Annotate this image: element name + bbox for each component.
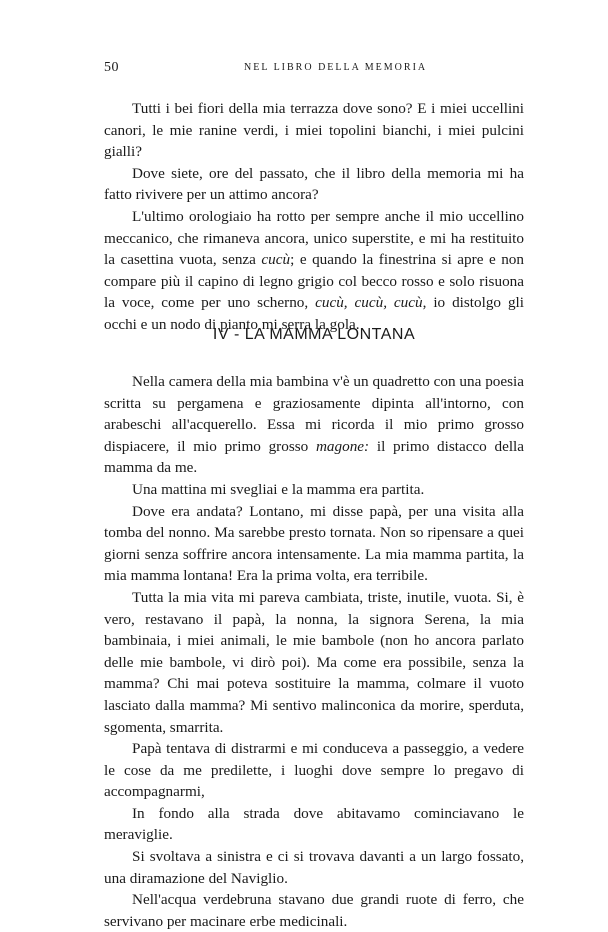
page-number: 50: [104, 60, 119, 75]
chapter-title: IV - LA MAMMA LONTANA: [212, 326, 416, 343]
paragraph: Dove siete, ore del passato, che il libro della memoria mi ha fatto rivivere per un attimo ancora?: [104, 164, 524, 204]
paragraph: In fondo alla strada dove abitavamo cominciavano le meraviglie.: [104, 804, 524, 844]
text-block-chapter-iv: [104, 371, 524, 932]
paragraph: Tutti i bei fiori della mia terrazza dove sono? E i miei uccellini canori, le mie ranine verdi, i miei topolini bianchi, i miei pulcini gialli?: [104, 100, 524, 161]
text-run: il primo distacco della mamma da me.: [104, 437, 524, 477]
paragraph: Dove era andata? Lontano, mi disse papà, per una visita alla tomba del nonno. Ma sarebbe presto tornata. Non so ripensare a quei giorni senza soffrire ancora intensamente. La mia mamma partita, la mia mamma lontana! Era la prima volta, era terribile.: [104, 502, 524, 585]
italic-text: cucù, cucù, cucù: [315, 294, 423, 312]
text-run: , io distolgo gli occhi e un nodo di pianto mi serra la gola.: [104, 294, 524, 333]
text-run: Nella camera della mia bambina v'è un quadretto con una poesia scritta su pergamena e graziosamente dipinta all'intorno, con arabeschi all'acquerello. Essa mi ricorda il mio primo grosso dispiacere, il mio primo grosso: [104, 373, 524, 455]
paragraph: [104, 371, 524, 479]
paragraph: Papà tentava di distrarmi e mi conduceva a passeggio, a vedere le cose da me predilette, i luoghi dove sempre lo pregavo di accompagnarmi,: [104, 740, 524, 801]
italic-text: magone:: [315, 437, 370, 455]
paragraph: Si svoltava a sinistra e ci si trovava davanti a un largo fossato, una diramazione del Naviglio.: [104, 848, 524, 887]
text-run: ; e quando la finestrina si apre e non compare più il capino di legno grigio col becco rosso e solo risuona la voce, come per uno scherno,: [104, 251, 524, 312]
paragraph: Una mattina mi svegliai e la mamma era partita.: [132, 480, 425, 498]
italic-text: cucù: [261, 251, 291, 269]
text-run: L'ultimo orologiaio ha rotto per sempre anche il mio uccellino meccanico, che rimaneva ancora, unico superstite, e mi ha restituito la casettina vuota, senza: [104, 207, 524, 269]
paragraph: [104, 206, 524, 336]
text-block-previous-chapter: [104, 98, 524, 336]
paragraph: Tutta la mia vita mi pareva cambiata, triste, inutile, vuota. Si, è vero, restavano il papà, la nonna, la signora Serena, la mia bambinaia, i miei animali, le mie bambole (non ho ancora parlato delle mie bambole, vi dirò poi). Ma come era possibile, senza la mamma? Chi mai poteva sostituire la mamma, colmare il vuoto lasciato dalla mamma? Mi sentivo malinconica da morire, sperduta, sgomenta, smarrita.: [104, 588, 524, 736]
paragraph: Nell'acqua verdebruna stavano due grandi ruote di ferro, che servivano per macinare erbe medicinali.: [104, 891, 524, 930]
running-title: NEL LIBRO DELLA MEMORIA: [244, 62, 428, 73]
